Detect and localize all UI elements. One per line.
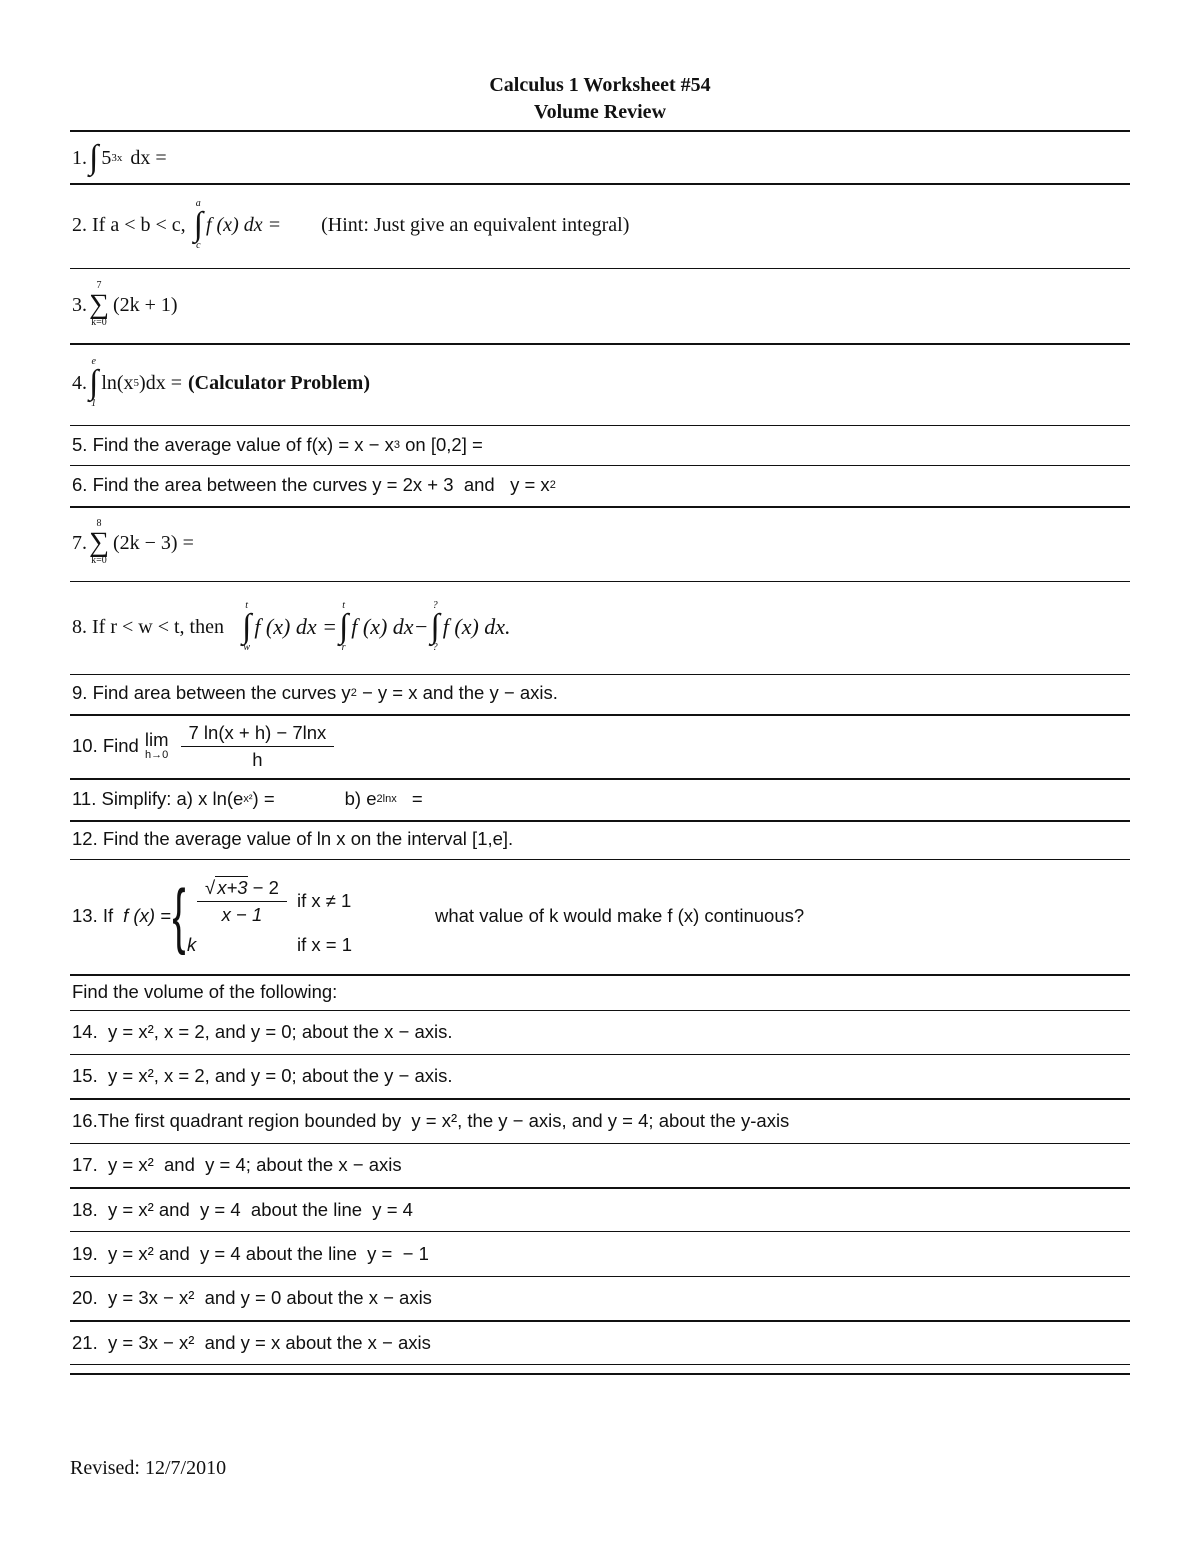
problem-text: ) = bbox=[252, 788, 275, 809]
divider bbox=[70, 1373, 1130, 1375]
problem-expression: 5 bbox=[101, 146, 112, 169]
problem-20 bbox=[72, 1282, 1128, 1314]
divider bbox=[70, 425, 1130, 426]
problem-text: 16.The first quadrant region bounded by y = x², the y − axis, and y = 4; about the y-axis bbox=[72, 1110, 790, 1131]
problem-12 bbox=[72, 824, 1128, 854]
divider bbox=[70, 130, 1130, 132]
problem-text: 21. y = 3x − x² and y = x about the x − axis bbox=[72, 1332, 431, 1353]
problem-expression: (2k + 1) bbox=[112, 293, 178, 316]
problem-text: − y = x and the y − axis. bbox=[356, 682, 558, 703]
integral-icon: ∫ bbox=[89, 139, 99, 176]
revision-date: Revised: 12/7/2010 bbox=[70, 1457, 227, 1479]
definite-integral-icon: t ∫ r bbox=[338, 600, 349, 653]
problem-10 bbox=[72, 718, 1128, 774]
fraction: $\frac{7 \ln(x + h) - 7\ln x}{h}$ bbox=[181, 722, 335, 771]
divider bbox=[70, 859, 1130, 860]
problem-text: on [0,2] = bbox=[400, 434, 483, 455]
brace-icon: { bbox=[172, 876, 186, 956]
definite-integral-icon: ? ∫ ? bbox=[430, 600, 440, 653]
divider bbox=[70, 820, 1130, 822]
problem-15 bbox=[72, 1060, 1128, 1092]
problem-expression: (2k − 3) = bbox=[112, 531, 194, 554]
problem-13 bbox=[72, 864, 1128, 968]
divider bbox=[70, 343, 1130, 345]
condition: if x ≠ 1 bbox=[296, 890, 352, 911]
problem-expression: f (x) dx− bbox=[351, 614, 429, 639]
limit-operator: lim h→0 bbox=[144, 729, 169, 761]
page-title: Calculus 1 Worksheet #54 bbox=[489, 74, 711, 96]
divider bbox=[70, 1231, 1130, 1232]
problem-text: 12. Find the average value of ln x on the interval [1,e]. bbox=[72, 828, 514, 849]
problem-number: 3. bbox=[72, 293, 87, 316]
problem-text: 10. Find bbox=[72, 735, 139, 756]
section-heading-text: Find the volume of the following: bbox=[72, 981, 338, 1002]
problem-expression: f (x) dx = bbox=[254, 614, 337, 639]
problem-expression: f (x) dx = bbox=[205, 213, 282, 236]
problem-1: 1. ∫ 5 3x dx = bbox=[72, 140, 1128, 176]
divider bbox=[70, 581, 1130, 582]
problem-4: 4. e ∫ 1 ln(x 5 )dx = (Calculator Problem) bbox=[72, 356, 371, 409]
divider bbox=[70, 714, 1130, 716]
problem-expression: )dx = bbox=[139, 371, 182, 394]
divider bbox=[70, 1187, 1130, 1189]
divider bbox=[70, 268, 1130, 269]
problem-text: 8. If r < w < t, then bbox=[72, 615, 224, 638]
problem-3 bbox=[72, 274, 1128, 336]
divider bbox=[70, 974, 1130, 976]
divider bbox=[70, 1010, 1130, 1011]
problem-expression: dx = bbox=[130, 146, 167, 169]
problem-text: 11. Simplify: a) x ln(e bbox=[72, 788, 244, 809]
summation-icon: 8 ∑ k=0 bbox=[89, 518, 109, 566]
problem-text: 13. If bbox=[72, 905, 114, 926]
problem-text: 19. y = x² and y = 4 about the line y = − 1 bbox=[72, 1243, 429, 1264]
problem-8 bbox=[72, 590, 1128, 664]
divider bbox=[70, 1320, 1130, 1322]
problem-5: 5. Find the average value of f(x) = x − x 3 on [0,2] = bbox=[72, 434, 483, 455]
problem-text: = bbox=[406, 788, 423, 809]
problem-21 bbox=[72, 1327, 1128, 1359]
summation-icon: 7 ∑ k=0 bbox=[89, 280, 109, 328]
problem-6: 6. Find the area between the curves y = 2x + 3 and y = x 2 bbox=[72, 474, 556, 495]
definite-integral-icon: a ∫ c bbox=[193, 198, 203, 251]
problem-text: 20. y = 3x − x² and y = 0 about the x − axis bbox=[72, 1287, 432, 1308]
problem-expression: f (x) dx. bbox=[442, 614, 511, 639]
fraction: $\frac{√ x+3 - 2}{x - 1}$ bbox=[187, 877, 297, 926]
problem-17 bbox=[72, 1149, 1128, 1181]
problem-text: 15. y = x², x = 2, and y = 0; about the y − axis. bbox=[72, 1065, 453, 1086]
divider bbox=[70, 674, 1130, 675]
problem-14 bbox=[72, 1016, 1128, 1048]
problem-9: 9. Find area between the curves y 2 − y = x and the y − axis. bbox=[72, 682, 558, 703]
divider bbox=[70, 506, 1130, 508]
problem-question: what value of k would make f (x) continuous? bbox=[434, 905, 805, 926]
problem-hint: (Hint: Just give an equivalent integral) bbox=[321, 213, 630, 236]
condition: if x = 1 bbox=[296, 933, 352, 955]
problem-expression: ln(x bbox=[101, 371, 134, 394]
piecewise-definition bbox=[187, 877, 417, 956]
piece-value: k bbox=[186, 933, 197, 955]
problem-expression: f (x) = bbox=[123, 905, 171, 926]
problem-19 bbox=[72, 1238, 1128, 1270]
divider bbox=[70, 183, 1130, 185]
divider bbox=[70, 778, 1130, 780]
divider bbox=[70, 465, 1130, 466]
problem-2 bbox=[72, 194, 1128, 256]
definite-integral-icon: e ∫ 1 bbox=[89, 356, 99, 409]
problem-16 bbox=[72, 1105, 1128, 1137]
problem-number: 7. bbox=[72, 531, 87, 554]
problem-number: 4. bbox=[72, 371, 87, 394]
problem-text: 9. Find area between the curves y bbox=[72, 682, 351, 703]
page-subtitle: Volume Review bbox=[533, 101, 667, 123]
definite-integral-icon: t ∫ w bbox=[241, 600, 252, 653]
problem-text: 17. y = x² and y = 4; about the x − axis bbox=[72, 1154, 402, 1175]
problem-11: 11. Simplify: a) x ln(e x² ) = b) e 2lnx = bbox=[72, 788, 423, 809]
problem-7 bbox=[72, 512, 1128, 574]
problem-text: 18. y = x² and y = 4 about the line y = 4 bbox=[72, 1199, 413, 1220]
calculator-note: (Calculator Problem) bbox=[188, 371, 371, 394]
divider bbox=[70, 1143, 1130, 1144]
problem-18 bbox=[72, 1194, 1128, 1226]
divider bbox=[70, 1098, 1130, 1100]
problem-text: 2. If a < b < c, bbox=[72, 213, 186, 236]
problem-text: 6. Find the area between the curves y = 2x + 3 and y = x bbox=[72, 474, 550, 495]
divider bbox=[70, 1054, 1130, 1055]
problem-text: 14. y = x², x = 2, and y = 0; about the x − axis. bbox=[72, 1021, 453, 1042]
problem-text: 5. Find the average value of f(x) = x − x bbox=[72, 434, 394, 455]
problem-number: 1. bbox=[72, 146, 87, 169]
divider bbox=[70, 1276, 1130, 1277]
section-heading bbox=[72, 978, 1128, 1006]
divider bbox=[70, 1364, 1130, 1365]
problem-text: b) e bbox=[344, 788, 377, 809]
